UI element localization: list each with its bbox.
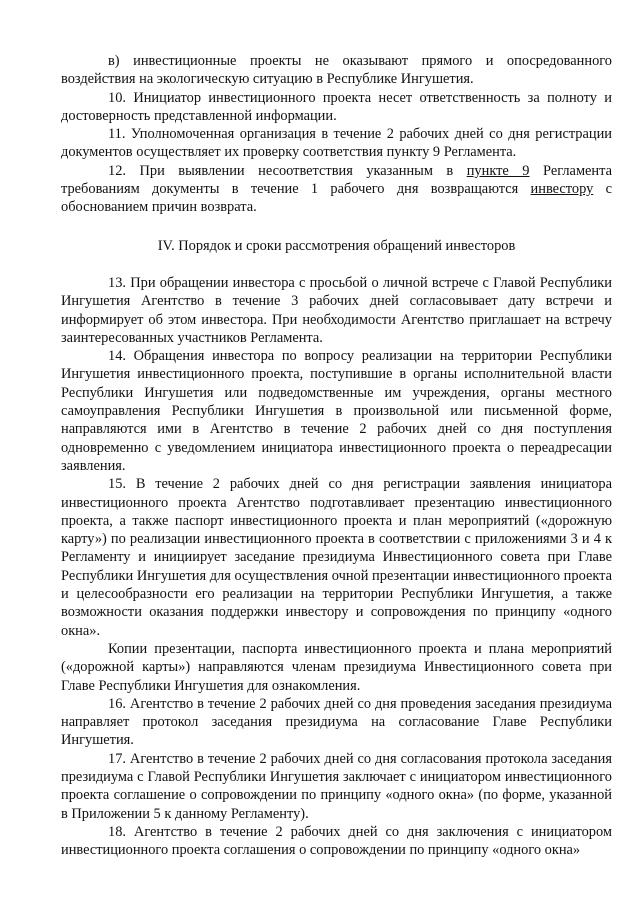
paragraph-12 xyxy=(61,162,612,217)
paragraph-14: 14. Обращения инвестора по вопросу реализации на территории Республики Ингушетия инвестиционного проекта, поступившие в органы исполнительной власти Республики Ингушетия или подведомственные им учреждения, органы местного самоуправления Республики Ингушетия в произвольной или письменной форме, направляются ими в Агентство в течение 2 рабочих дней со дня поступления одновременно с уведомлением инициатора инвестиционного проекта о переадресации заявления. xyxy=(61,348,612,474)
paragraph-15-copies: Копии презентации, паспорта инвестиционного проекта и плана мероприятий («дорожной карты») направляются членам президиума Инвестиционного совета при Главе Республики Ингушетия для ознакомления. xyxy=(61,640,612,694)
paragraph-17: 17. Агентство в течение 2 рабочих дней со дня согласования протокола заседания президиума с Главой Республики Ингушетия заключает с инициатором инвестиционного проекта соглашение о сопровождении по принципу «одного окна» (по форме, указанной в Приложении 5 к данному Регламенту). xyxy=(61,750,612,822)
document-page xyxy=(61,52,612,859)
paragraph-12-text-b: Регламента требованиям документы в течение 1 рабочего дня возвращаются xyxy=(61,162,612,198)
paragraph-18: 18. Агентство в течение 2 рабочих дней со дня заключения с инициатором инвестиционного проекта соглашения о сопровождении по принципу «одного окна» xyxy=(61,823,612,859)
paragraph-12-text-c: с обоснованием причин возврата. xyxy=(61,181,612,216)
paragraph-v: в) инвестиционные проекты не оказывают прямого и опосредованного воздействия на экологическую ситуацию в Республике Ингушетия. xyxy=(61,53,612,88)
paragraph-12-text-a: 12. При выявлении несоответствия указанным в xyxy=(108,162,467,179)
paragraph-11: 11. Уполномоченная организация в течение 2 рабочих дней со дня регистрации документов осуществляет их проверку соответствия пункту 9 Регламента. xyxy=(61,126,612,161)
link-investor[interactable]: инвестору xyxy=(530,181,594,198)
paragraph-16: 16. Агентство в течение 2 рабочих дней со дня проведения заседания президиума направляет протокол заседания президиума на согласование Главе Республики Ингушетия. xyxy=(61,695,612,749)
paragraph-13: 13. При обращении инвестора с просьбой о личной встрече с Главой Республики Ингушетия Агентство в течение 3 рабочих дней согласовывает дату встречи и информирует об этом инвестора. При необходимости Агентство приглашает на встречу заинтересованных участников Регламента. xyxy=(61,274,612,346)
link-punkt-9[interactable]: пункте 9 xyxy=(466,162,530,179)
paragraph-10: 10. Инициатор инвестиционного проекта несет ответственность за полноту и достоверность представленной информации. xyxy=(61,89,612,124)
paragraph-15: 15. В течение 2 рабочих дней со дня регистрации заявления инициатора инвестиционного проекта Агентство подготавливает презентацию инвестиционного проекта, а также паспорт инвестиционного проекта и план мероприятий («дорожную карту») по реализации инвестиционного проекта в соответствии с приложениями 3 и 4 к Регламенту и инициирует заседание президиума Инвестиционного совета при Главе Республики Ингушетия для осуществления очной презентации инвестиционного проекта и целесообразности его реализации на территории Республики Ингушетия, а также возможности оказания поддержки инвестору и сопровождения по принципу «одного окна». xyxy=(61,476,612,639)
section-heading: IV. Порядок и сроки рассмотрения обращений инвесторов xyxy=(157,237,516,254)
